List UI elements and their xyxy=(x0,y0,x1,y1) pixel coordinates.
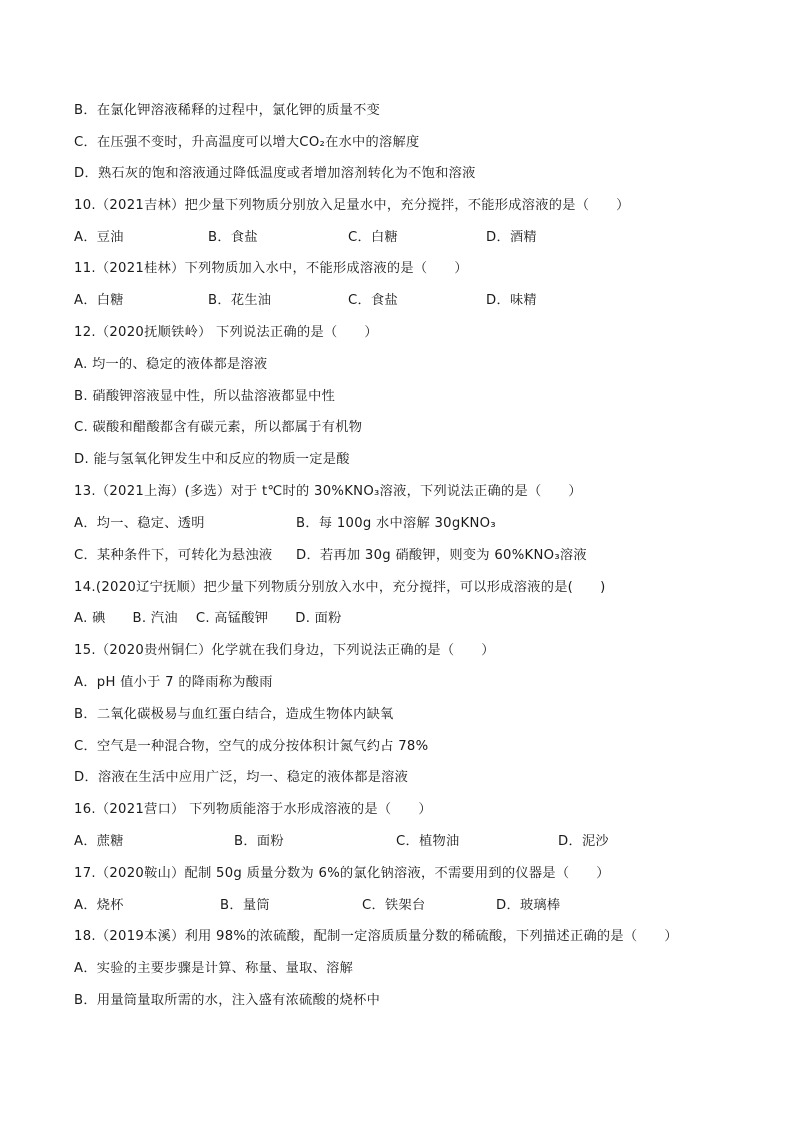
question-18: 18.（2019本溪）利用 98%的浓硫酸，配制一定溶质质量分数的稀硫酸，下列描述正确的是（ ） xyxy=(74,929,678,944)
option-c: C．白糖 xyxy=(348,230,398,245)
question-14: 14.(2020辽宁抚顺）把少量下列物质分别放入水中，充分搅拌，可以形成溶液的是( ) xyxy=(74,580,606,595)
question-13-options-cd xyxy=(74,546,587,566)
option-c: C．铁架台 xyxy=(362,898,426,913)
question-13-options-ab xyxy=(74,514,496,534)
option-c: C．食盐 xyxy=(348,293,398,308)
option-line: D．熟石灰的饱和溶液通过降低温度或者增加溶剂转化为不饱和溶液 xyxy=(74,166,476,181)
option-a: A．均一、稳定、透明 xyxy=(74,516,205,531)
option-line: B．在氯化钾溶液稀释的过程中，氯化钾的质量不变 xyxy=(74,103,381,118)
option-line: B．用量筒量取所需的水，注入盛有浓硫酸的烧杯中 xyxy=(74,993,381,1008)
option-d: D．若再加 30g 硝酸钾，则变为 60%KNO₃溶液 xyxy=(296,548,587,563)
option-c: C．某种条件下，可转化为悬浊液 xyxy=(74,548,273,563)
option-b: B．花生油 xyxy=(208,293,272,308)
question-17-options xyxy=(74,896,561,916)
option-line: C. 碳酸和醋酸都含有碳元素，所以都属于有机物 xyxy=(74,420,363,435)
option-line: C．在压强不变时，升高温度可以增大CO₂在水中的溶解度 xyxy=(74,135,420,150)
question-12: 12.（2020抚顺铁岭） 下列说法正确的是（ ） xyxy=(74,325,378,340)
option-a: A．烧杯 xyxy=(74,898,124,913)
question-13: 13.（2021上海）(多选）对于 t℃时的 30%KNO₃溶液，下列说法正确的是（ ） xyxy=(74,484,582,499)
option-line: C．空气是一种混合物，空气的成分按体积计氮气约占 78% xyxy=(74,739,429,754)
option-d: D．玻璃棒 xyxy=(496,898,561,913)
option-a: A．蔗糖 xyxy=(74,834,124,849)
option-c: C．植物油 xyxy=(396,834,460,849)
question-15: 15.（2020贵州铜仁）化学就在我们身边，下列说法正确的是（ ） xyxy=(74,643,495,658)
question-10: 10.（2021吉林）把少量下列物质分别放入足量水中，充分搅拌，不能形成溶液的是（ ） xyxy=(74,198,630,213)
option-line: B．二氧化碳极易与血红蛋白结合，造成生物体内缺氧 xyxy=(74,707,394,722)
question-17: 17.（2020鞍山）配制 50g 质量分数为 6%的氯化钠溶液，不需要用到的仪器是（ ） xyxy=(74,866,610,881)
question-10-options xyxy=(74,228,537,248)
option-a: A．豆油 xyxy=(74,230,124,245)
option-b: B．量筒 xyxy=(220,898,270,913)
option-b: B．食盐 xyxy=(208,230,258,245)
option-d: D．酒精 xyxy=(486,230,537,245)
question-11-options xyxy=(74,291,537,311)
option-line: D．溶液在生活中应用广泛，均一、稳定的液体都是溶液 xyxy=(74,770,409,785)
option-line: A. 均一的、稳定的液体都是溶液 xyxy=(74,357,268,372)
question-14-options: A. 碘 B. 汽油 C. 高锰酸钾 D. 面粉 xyxy=(74,611,342,626)
option-b: B．每 100g 水中溶解 30gKNO₃ xyxy=(296,516,496,531)
question-11: 11.（2021桂林）下列物质加入水中，不能形成溶液的是（ ） xyxy=(74,261,468,276)
option-line: A．pH 值小于 7 的降雨称为酸雨 xyxy=(74,675,273,690)
option-a: A．白糖 xyxy=(74,293,124,308)
option-b: B．面粉 xyxy=(234,834,284,849)
question-16: 16.（2021营口） 下列物质能溶于水形成溶液的是（ ） xyxy=(74,802,432,817)
option-line: D. 能与氢氧化钾发生中和反应的物质一定是酸 xyxy=(74,452,350,467)
option-d: D．味精 xyxy=(486,293,537,308)
option-line: B. 硝酸钾溶液显中性，所以盐溶液都显中性 xyxy=(74,389,336,404)
question-16-options xyxy=(74,832,609,852)
option-d: D．泥沙 xyxy=(558,834,609,849)
option-line: A．实验的主要步骤是计算、称量、量取、溶解 xyxy=(74,961,354,976)
